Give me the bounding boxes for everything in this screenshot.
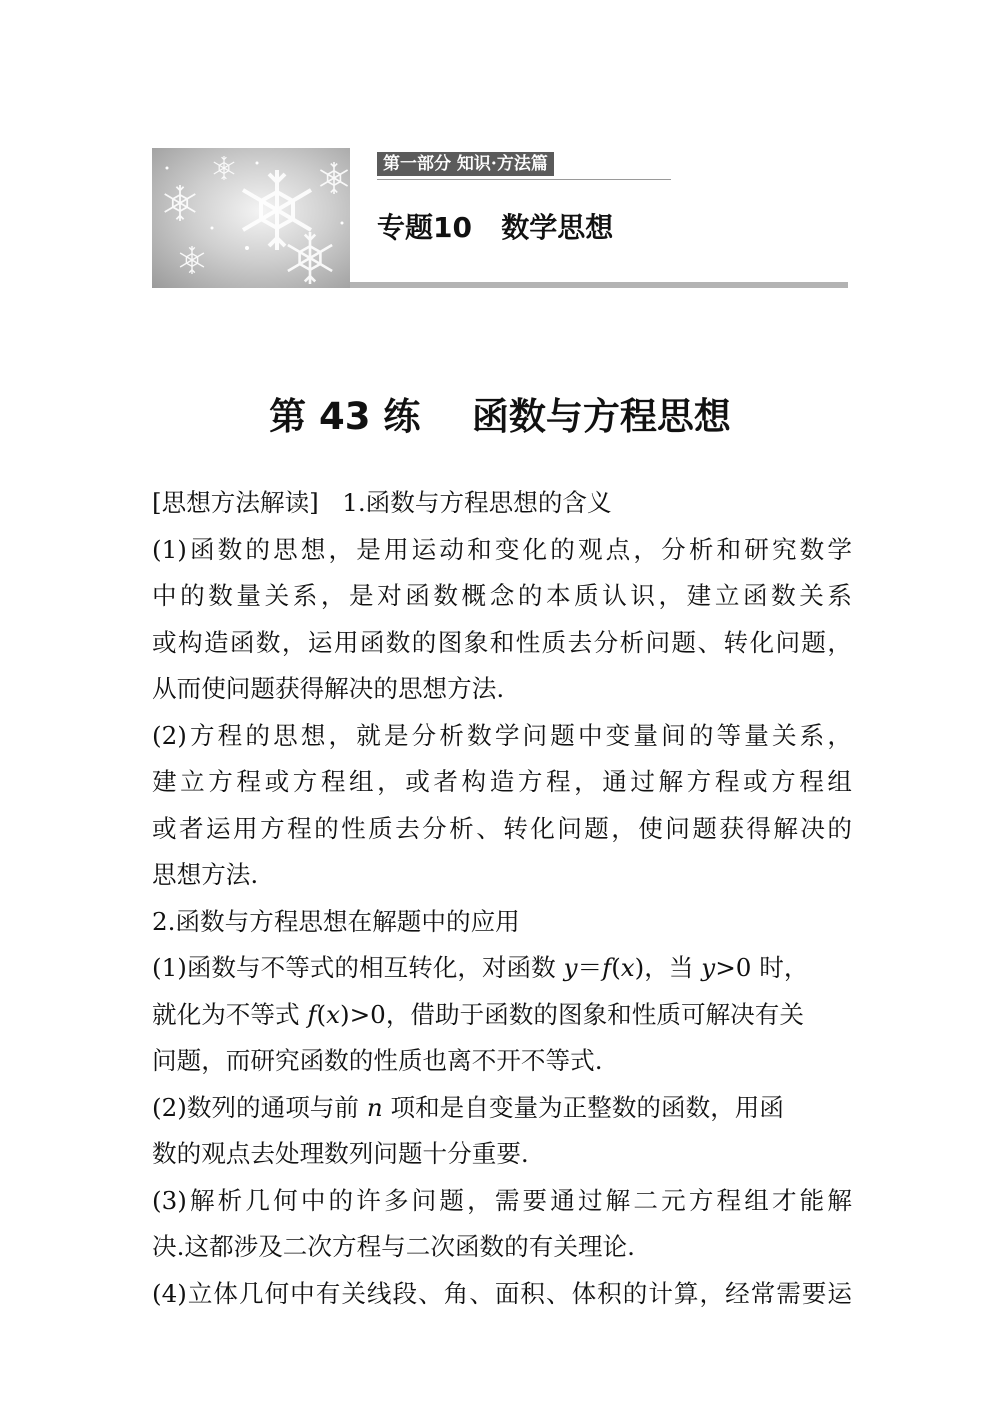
text-run: 项和是自变量为正整数的函数，用函 [382, 1092, 784, 1122]
paragraph-line [152, 945, 852, 992]
math-variable: n [366, 1092, 383, 1122]
paragraph-line: 从而使问题获得解决的思想方法. [152, 674, 505, 703]
paragraph-line: 建立方程或方程组，或者构造方程，通过解方程或方程组 [152, 767, 852, 796]
math-variable: x [326, 999, 340, 1029]
lesson-content [152, 480, 852, 1317]
paragraph-line: (3)解析几何中的许多问题，需要通过解二元方程组才能解 [152, 1185, 852, 1215]
paragraph-line: 数的观点去处理数列问题十分重要. [152, 1139, 529, 1168]
paragraph-line [152, 992, 852, 1039]
text-run: )>0，借助于函数的图象和性质可解决有关 [339, 999, 804, 1029]
paragraph-line: (2)方程的思想，就是分析数学问题中变量间的等量关系， [152, 720, 852, 750]
part-label: 第一部分 知识·方法篇 [377, 152, 554, 176]
part-divider [377, 179, 671, 180]
text-run: ( [316, 999, 327, 1029]
paragraph-line [152, 1085, 852, 1132]
paragraph-line: 或构造函数，运用函数的图象和性质去分析问题、转化问题， [152, 627, 852, 657]
paragraph-line: (4)立体几何中有关线段、角、面积、体积的计算，经常需要运 [152, 1278, 852, 1308]
math-variable: y [701, 953, 716, 982]
topic-title: 专题10 数学思想 [377, 211, 614, 244]
math-function: f [602, 953, 612, 982]
paragraph-line: (1)函数的思想，是用运动和变化的观点，分析和研究数学 [152, 534, 852, 564]
paragraph-line: 问题，而研究函数的性质也离不开不等式. [152, 1046, 603, 1075]
banner-divider [350, 282, 848, 288]
paragraph-line: 思想方法. [152, 860, 259, 889]
paragraph-line: 中的数量关系，是对函数概念的本质认识，建立函数关系 [152, 581, 852, 610]
text-run: ＝ [577, 953, 603, 982]
text-run: ( [611, 953, 621, 982]
section-prefix: [思想方法解读] [152, 488, 319, 517]
paragraph-line: 决.这都涉及二次方程与二次函数的有关理论. [152, 1232, 635, 1261]
snowflake-banner-image [152, 148, 350, 288]
section2-heading: 2.函数与方程思想在解题中的应用 [152, 906, 520, 936]
lesson-title: 第 43 练 函数与方程思想 [269, 395, 731, 438]
text-run: (2)数列的通项与前 [152, 1092, 367, 1122]
math-variable: x [620, 953, 635, 982]
section1-heading: 1.函数与方程思想的含义 [342, 488, 612, 517]
section1-heading-line [152, 480, 852, 527]
math-variable: y [563, 953, 578, 982]
text-run: >0 时， [715, 953, 809, 982]
text-run: 就化为不等式 [152, 999, 308, 1029]
paragraph-line: 或者运用方程的性质去分析、转化问题，使问题获得解决的 [152, 813, 852, 843]
math-function: f [307, 999, 317, 1029]
text-run: (1)函数与不等式的相互转化，对函数 [152, 953, 564, 982]
snowflake-icon [152, 148, 350, 288]
text-run: )，当 [634, 953, 702, 982]
